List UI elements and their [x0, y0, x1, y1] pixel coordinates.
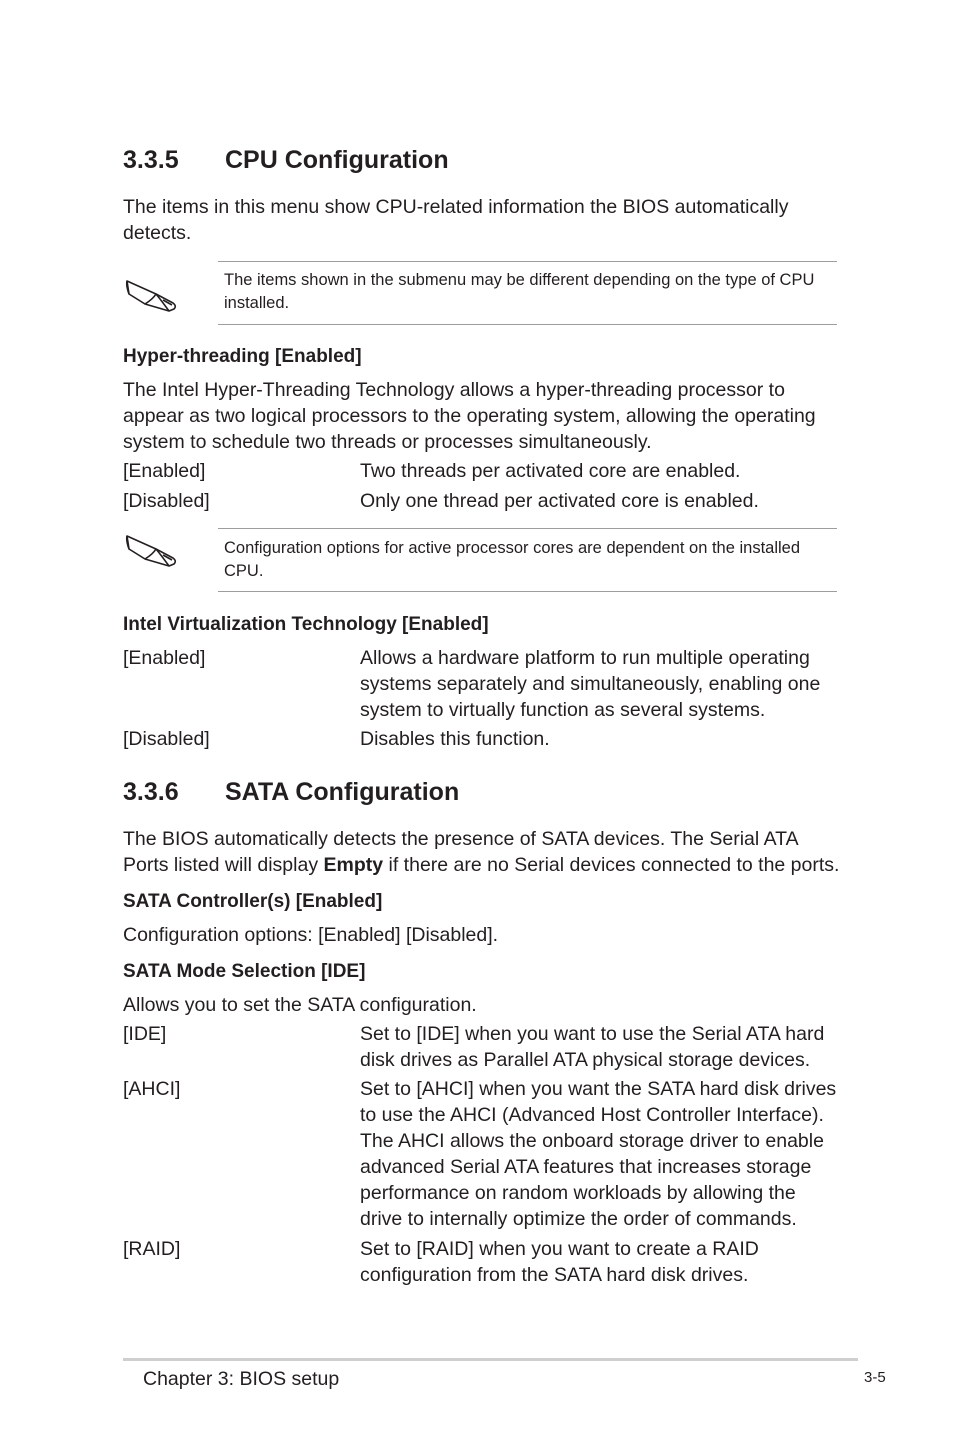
item-heading-sata-mode: SATA Mode Selection [IDE]	[123, 961, 366, 982]
note-text: Configuration options for active processor cores are dependent on the installed CPU.	[224, 539, 801, 580]
option-description: Disables this function.	[360, 728, 550, 750]
section-number: 3.3.6	[123, 778, 179, 806]
footer-divider	[123, 1358, 858, 1361]
option-key: [Enabled]	[123, 460, 206, 482]
option-description: Allows a hardware platform to run multiple operating systems separately and simultaneously, enabling one system to virtually function as several systems.	[360, 647, 821, 721]
option-description: Two threads per activated core are enabled.	[360, 460, 741, 482]
option-description: Set to [IDE] when you want to use the Serial ATA hard disk drives as Parallel ATA physical storage devices.	[360, 1023, 825, 1071]
intro-emphasis: Empty	[323, 854, 384, 876]
option-description: Only one thread per activated core is enabled.	[360, 490, 759, 512]
item-heading-sata-controller: SATA Controller(s) [Enabled]	[123, 891, 383, 912]
option-description: Set to [RAID] when you want to create a RAID configuration from the SATA hard disk drives.	[360, 1238, 759, 1286]
pencil-note-icon	[123, 527, 179, 569]
page-number: 3-5	[864, 1369, 886, 1386]
section-title: SATA Configuration	[225, 778, 460, 806]
sata-mode-description: Allows you to set the SATA configuration.	[123, 994, 477, 1016]
item-heading-virtualization: Intel Virtualization Technology [Enabled]	[123, 614, 489, 635]
note-text: The items shown in the submenu may be different depending on the type of CPU installed.	[224, 271, 815, 312]
pencil-note-icon	[123, 272, 179, 314]
option-description: Set to [AHCI] when you want the SATA hard disk drives to use the AHCI (Advanced Host Controller Interface). The AHCI allows the onboard storage driver to enable advanced Serial ATA features that increases storage performance on random workloads by allowing the drive to internally optimize the order of commands.	[360, 1078, 837, 1230]
sata-controller-options: Configuration options: [Enabled] [Disabled].	[123, 924, 499, 946]
option-key: [Enabled]	[123, 647, 206, 669]
option-key: [AHCI]	[123, 1078, 181, 1100]
option-key: [Disabled]	[123, 728, 210, 750]
section-number: 3.3.5	[123, 146, 179, 174]
cpu-intro-paragraph: The items in this menu show CPU-related information the BIOS automatically detects.	[123, 196, 789, 244]
intro-text: The BIOS automatically detects the presence of SATA devices. The Serial ATA Ports listed will display	[123, 828, 798, 876]
footer-chapter: Chapter 3: BIOS setup	[143, 1368, 340, 1390]
option-key: [RAID]	[123, 1238, 181, 1260]
option-key: [Disabled]	[123, 490, 210, 512]
item-heading-hyperthreading: Hyper-threading [Enabled]	[123, 346, 362, 367]
section-title: CPU Configuration	[225, 146, 449, 174]
option-key: [IDE]	[123, 1023, 167, 1045]
sata-intro-paragraph	[123, 826, 843, 878]
hyperthreading-description: The Intel Hyper-Threading Technology allows a hyper-threading processor to appear as two logical processors to the operating system, allowing the operating system to schedule two threads or processes simultaneously.	[123, 379, 816, 453]
intro-text: if there are no Serial devices connected to the ports.	[383, 854, 840, 876]
